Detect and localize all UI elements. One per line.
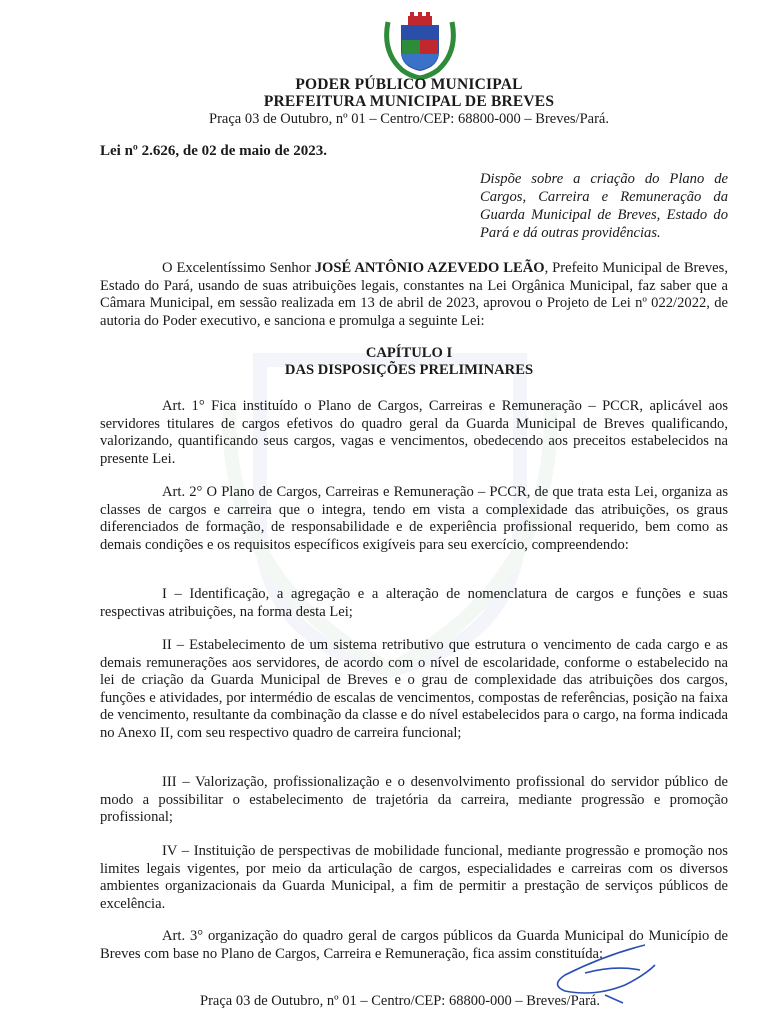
header-line-2: PREFEITURA MUNICIPAL DE BREVES	[263, 93, 555, 110]
article-2-item-iii: III – Valorização, profissionalização e o desenvolvimento profissional do servidor público de modo a possibilitar o estabelecimento de trajetória da carreira, mediante progressão e promoção profissional;	[100, 774, 728, 825]
mayor-name: JOSÉ ANTÔNIO AZEVEDO LEÃO	[314, 260, 545, 276]
article-2-item-iv: IV – Instituição de perspectivas de mobilidade funcional, mediante progressão e promoção nos limites legais vigentes, por meio da articulação de cargos, especialidades e carreiras com os diversos ambientes organizacionais da Guarda Municipal, a fim de permitir a prestação de serviços públicos de excelência.	[100, 843, 728, 912]
article-2-item-i: I – Identificação, a agregação e a alteração de nomenclatura de cargos e funções e suas respectivas atribuições, na forma desta Lei;	[100, 586, 728, 620]
ementa: Dispõe sobre a criação do Plano de Cargos, Carreira e Remuneração da Guarda Municipal de Breves, Estado do Pará e dá outras providências.	[480, 171, 728, 241]
article-3: Art. 3° organização do quadro geral de cargos públicos da Guarda Municipal do Município de Breves com base no Plano de Cargos, Carreira e Remuneração, fica assim constituída:	[100, 928, 728, 962]
header-address: Praça 03 de Outubro, nº 01 – Centro/CEP: 68800-000 – Breves/Pará.	[209, 111, 609, 127]
header-line-1: PODER PÚBLICO MUNICIPAL	[295, 76, 523, 93]
law-number: Lei nº 2.626, de 02 de maio de 2023.	[100, 143, 328, 159]
municipal-crest-icon	[380, 12, 460, 80]
article-2-item-ii: II – Estabelecimento de um sistema retributivo que estrutura o vencimento de cada cargo e as demais remunerações aos servidores, de acordo com o nível de escolaridade, conforme o estabelecido na lei de criação da Guarda Municipal de Breves e o grau de complexidade das atribuições dos cargos, funções e atividades, por intermédio de escalas de vencimentos, compostas de referências, posição na faixa de vencimento, resultante da combinação da classe e do nível estabelecidos para o cargo, na forma indicada no Anexo II, com seu respectivo quadro de carreira funcional;	[100, 637, 728, 741]
article-1: Art. 1° Fica instituído o Plano de Cargos, Carreiras e Remuneração – PCCR, aplicável aos servidores titulares de cargos efetivos do quadro geral da Guarda Municipal de Breves qualificando, valorizando, quantificando seus cargos, vagas e vencimentos, obedecendo aos preceitos estabelecidos na presente Lei.	[100, 398, 728, 467]
preamble-lead: O Excelentíssimo Senhor	[162, 260, 315, 276]
preamble-rest: , Prefeito Municipal de Breves, Estado do Pará, usando de suas atribuições legais, constantes na Lei Orgânica Municipal, faz saber que a Câmara Municipal, em sessão realizada em 13 de abril de 2023, aprovou o Projeto de Lei nº 022/2022, de autoria do Poder executivo, e sanciona e promulga a seguinte Lei:	[100, 260, 728, 329]
chapter-subtitle: DAS DISPOSIÇÕES PRELIMINARES	[284, 362, 534, 378]
signature-icon	[545, 935, 665, 1005]
footer-address: Praça 03 de Outubro, nº 01 – Centro/CEP: 68800-000 – Breves/Pará.	[200, 993, 600, 1009]
preamble-paragraph	[100, 260, 728, 330]
chapter-title: CAPÍTULO I	[365, 345, 453, 361]
article-2: Art. 2° O Plano de Cargos, Carreiras e Remuneração – PCCR, de que trata esta Lei, organiza as classes de cargos e carreira que o integra, tendo em vista a complexidade das atribuições, os graus diferenciados de formação, de responsabilidade e de experiência profissional requerido, bem como as demais condições e os requisitos específicos exigíveis para seu exercício, compreendendo:	[100, 484, 728, 553]
